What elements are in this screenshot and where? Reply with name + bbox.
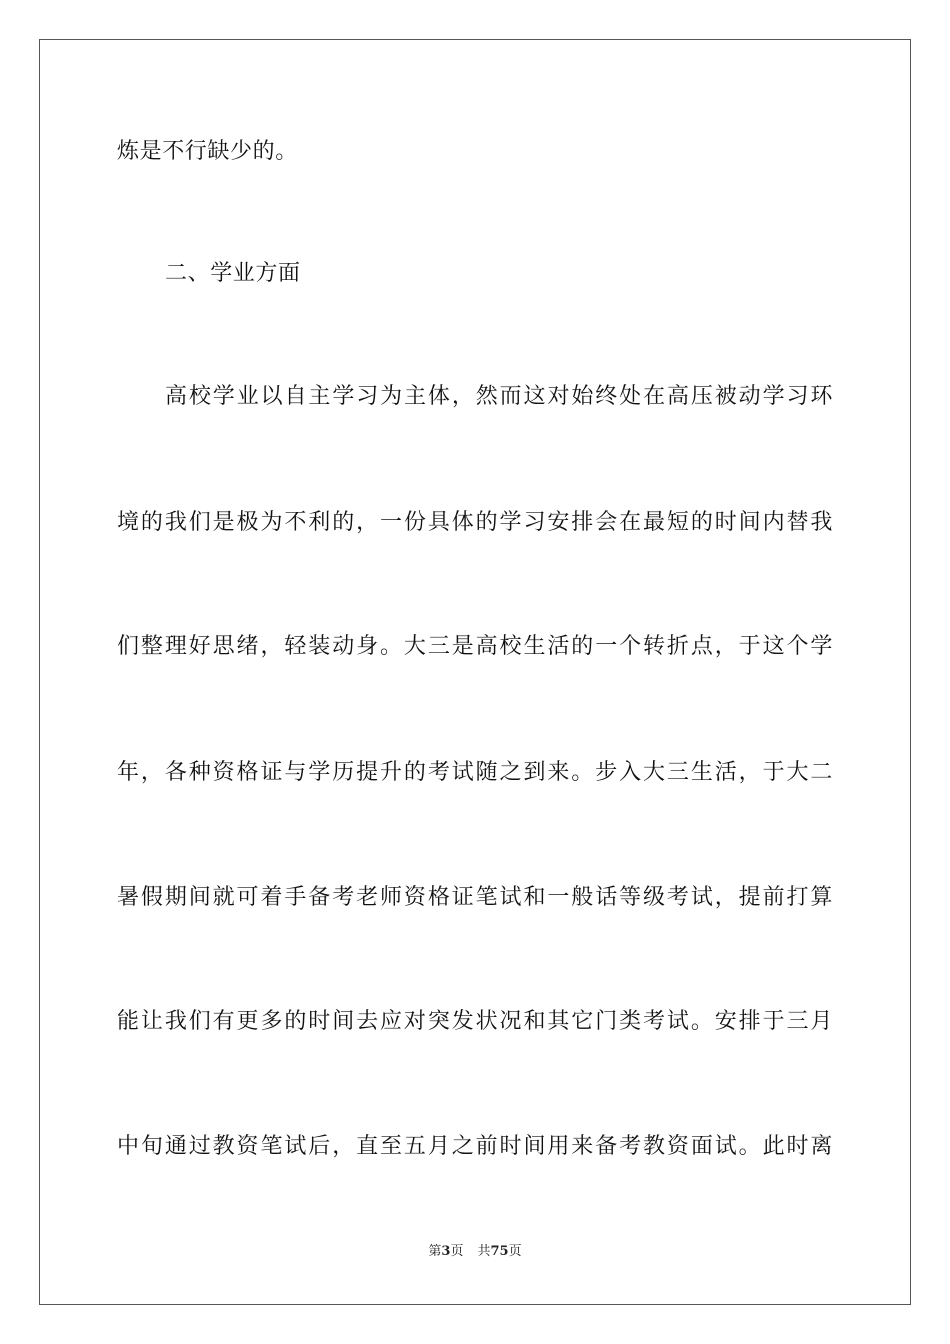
body-line-6: 暑假期间就可着手备考老师资格证笔试和一般话等级考试，提前打算 [117, 885, 833, 910]
body-line-5: 年，各种资格证与学历提升的考试随之到来。步入大三生活，于大二 [117, 760, 833, 785]
page-border [39, 39, 911, 1305]
total-suffix: 页 [508, 1244, 522, 1259]
body-line-3: 境的我们是极为不利的，一份具体的学习安排会在最短的时间内替我 [117, 510, 833, 535]
page-prefix: 第 [428, 1244, 442, 1259]
section-heading: 二、学业方面 [165, 261, 301, 286]
body-line-1: 炼是不行缺少的。 [117, 139, 298, 164]
body-line-8: 中旬通过教资笔试后，直至五月之前时间用来备考教资面试。此时离 [117, 1134, 833, 1159]
page-footer [0, 1243, 950, 1261]
page-number: 3 [441, 1244, 451, 1259]
page-suffix: 页 [450, 1244, 464, 1259]
total-pages: 75 [490, 1244, 509, 1259]
body-line-4: 们整理好思绪，轻装动身。大三是高校生活的一个转折点，于这个学 [117, 634, 833, 659]
body-line-7: 能让我们有更多的时间去应对突发状况和其它门类考试。安排于三月 [117, 1009, 833, 1034]
body-line-2: 高校学业以自主学习为主体，然而这对始终处在高压被动学习环 [165, 384, 833, 409]
total-prefix: 共 [477, 1244, 491, 1259]
